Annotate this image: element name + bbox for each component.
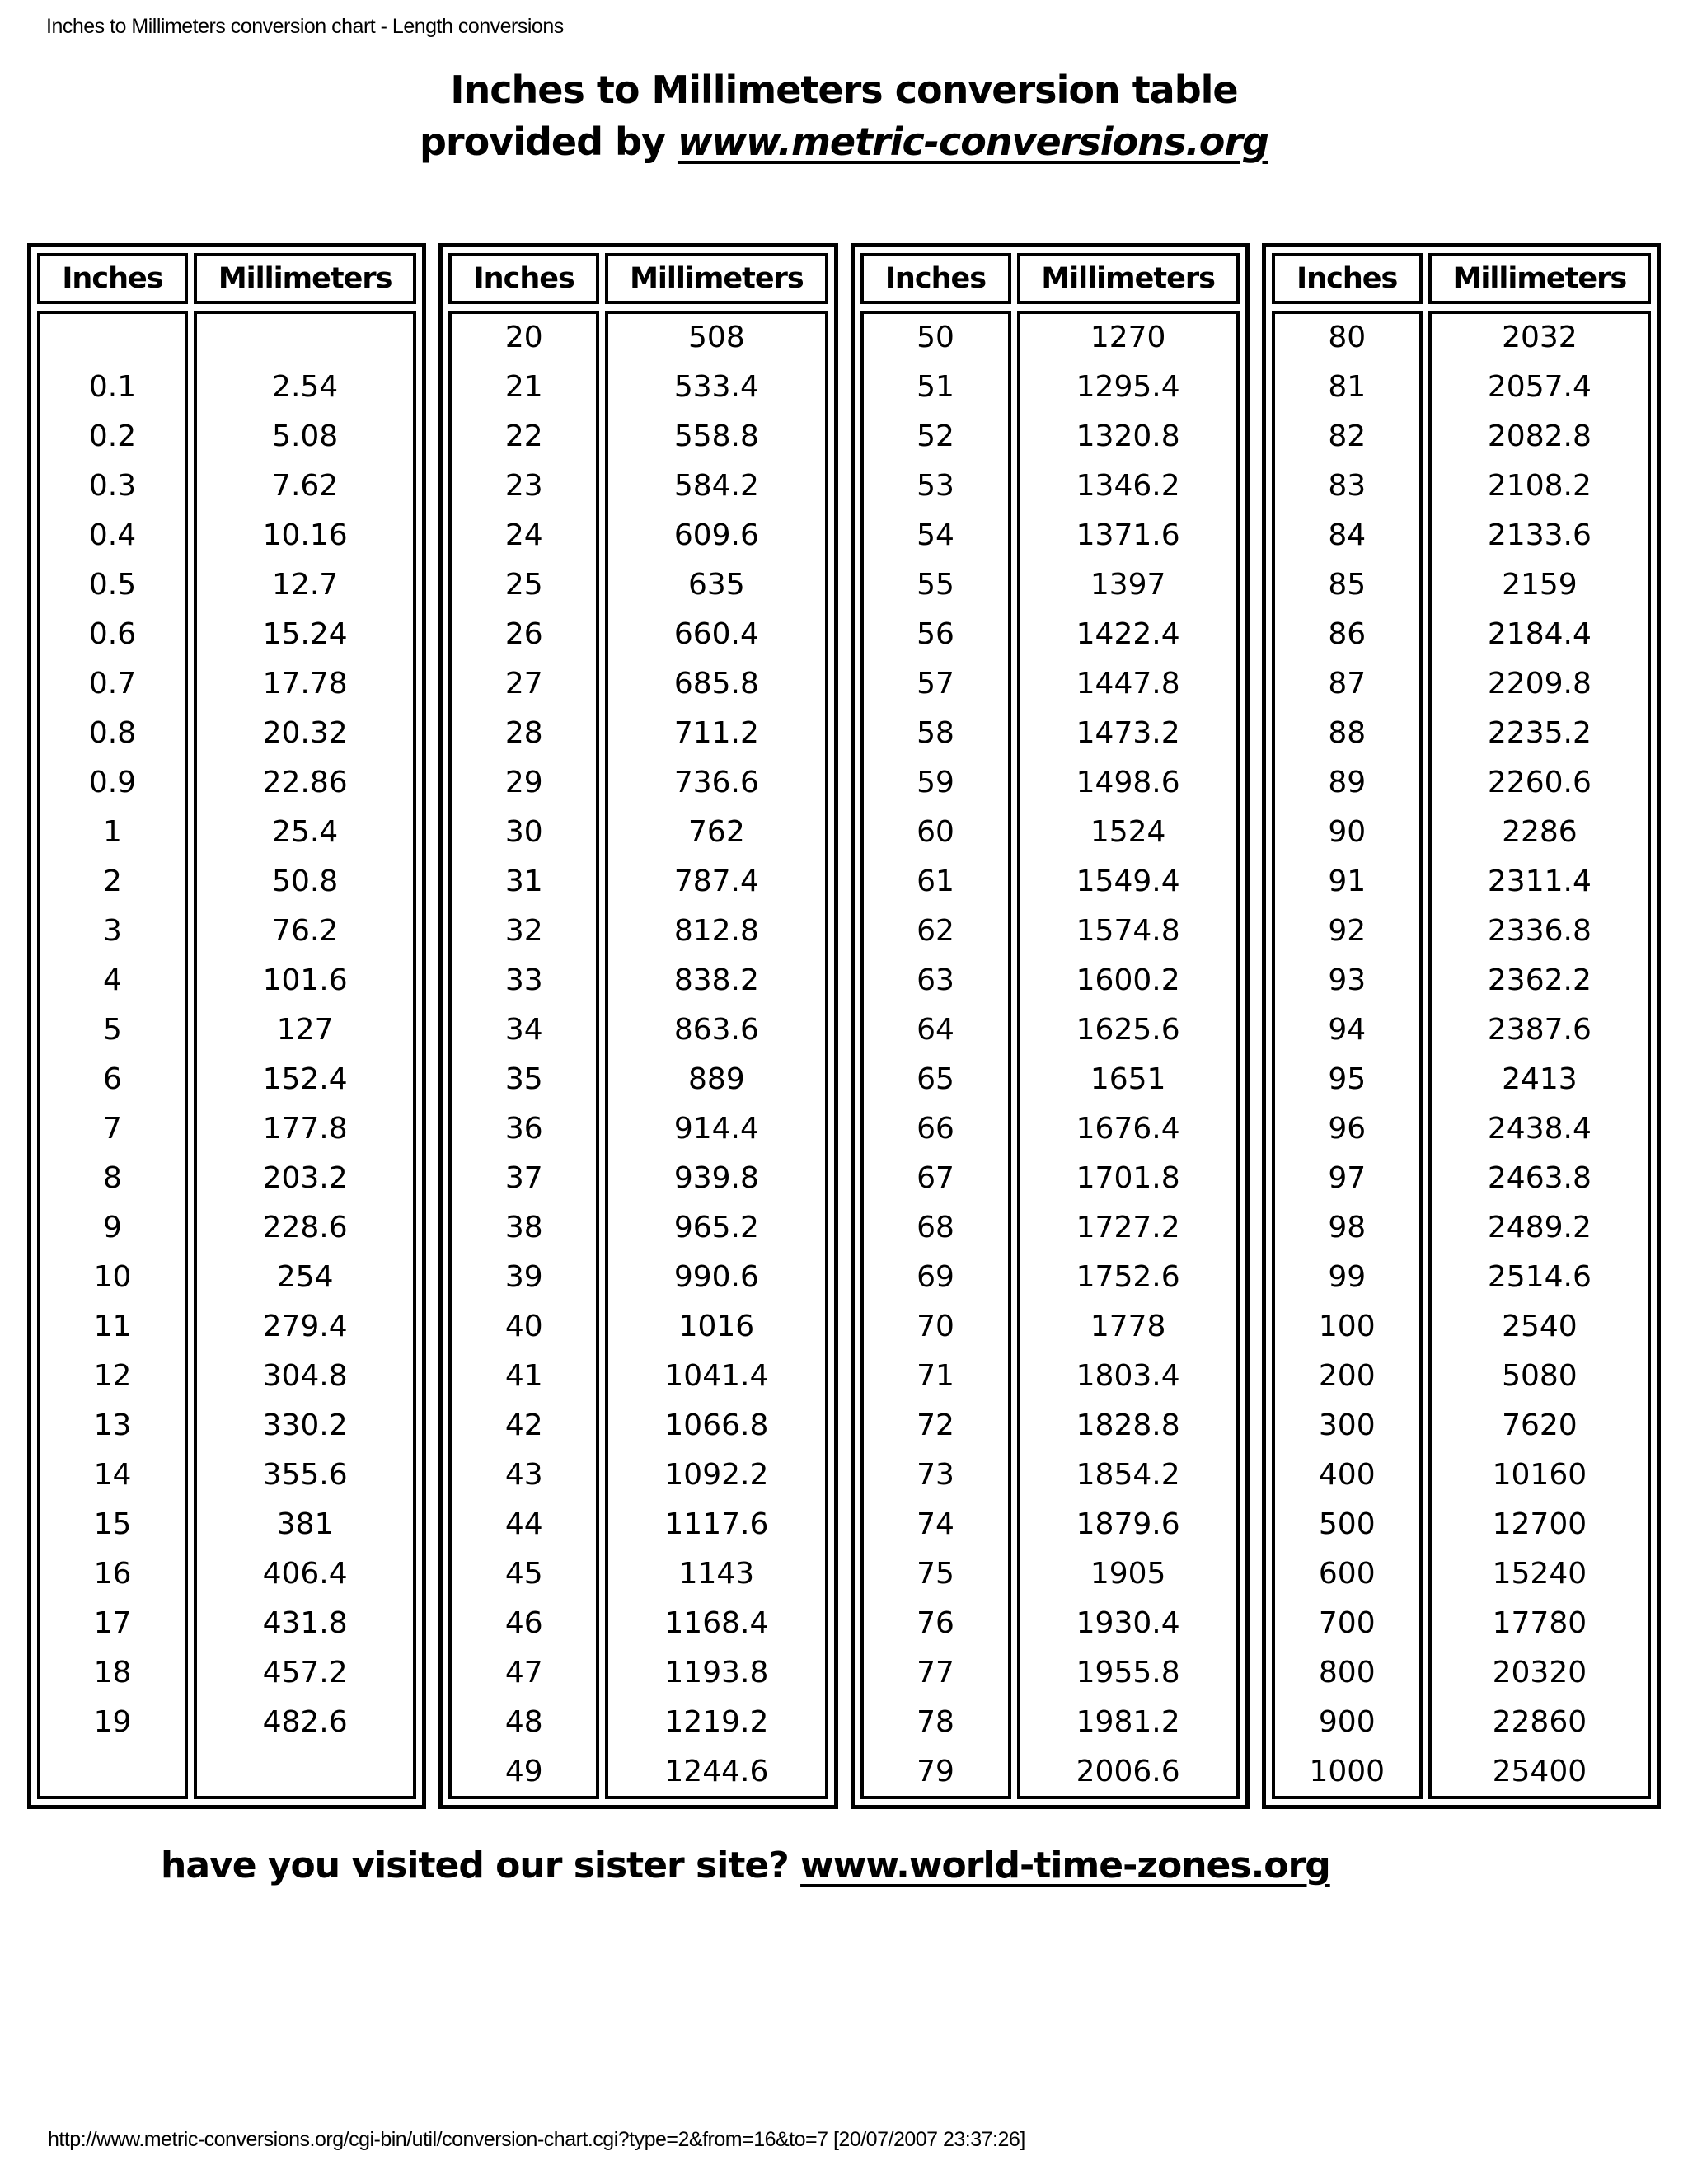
millimeters-value: 20320 (1492, 1656, 1587, 1690)
millimeters-value: 1066.8 (664, 1408, 769, 1442)
millimeters-value: 1092.2 (664, 1458, 769, 1492)
millimeters-value: 101.6 (262, 963, 348, 997)
metric-conversions-link[interactable]: www.metric-conversions.org (677, 120, 1268, 164)
millimeters-column (605, 311, 828, 1799)
millimeters-value: 355.6 (262, 1458, 348, 1492)
inches-value: 94 (1328, 1013, 1367, 1047)
inches-value: 37 (504, 1161, 543, 1195)
inches-value: 52 (917, 419, 954, 453)
inches-value: 56 (917, 617, 954, 651)
millimeters-value: 2057.4 (1487, 370, 1592, 404)
column-header-inches: Inches (448, 253, 599, 304)
millimeters-value: 1346.2 (1076, 469, 1180, 503)
title-line-1: Inches to Millimeters conversion table (450, 68, 1238, 112)
millimeters-value: 533.4 (673, 370, 759, 404)
millimeters-value: 5080 (1502, 1359, 1578, 1393)
millimeters-value: 228.6 (262, 1211, 348, 1244)
millimeters-value: 711.2 (673, 716, 759, 750)
millimeters-value: 17.78 (262, 667, 348, 701)
inches-value: 67 (917, 1161, 954, 1195)
millimeters-value: 2.54 (272, 370, 339, 404)
inches-value: 2 (103, 865, 122, 898)
print-footer-url: http://www.metric-conversions.org/cgi-bin/util/conversion-chart.cgi?type=2&from=16&to=7 [20/07/2007 23:37:26] (48, 2128, 1025, 2151)
conversion-table-group-2 (438, 243, 837, 1809)
millimeters-value: 1041.4 (664, 1359, 769, 1393)
conversion-tables (27, 243, 1661, 1809)
millimeters-value: 1803.4 (1076, 1359, 1180, 1393)
millimeters-value: 2032 (1502, 321, 1578, 354)
inches-value: 80 (1328, 321, 1367, 354)
millimeters-value: 1397 (1090, 568, 1166, 602)
inches-value: 87 (1328, 667, 1367, 701)
inches-value: 8 (103, 1161, 122, 1195)
inches-value: 69 (917, 1260, 954, 1294)
millimeters-value: 863.6 (673, 1013, 759, 1047)
millimeters-value: 5.08 (272, 419, 339, 453)
millimeters-value: 1371.6 (1076, 518, 1180, 552)
inches-value: 50 (917, 321, 954, 354)
inches-column (37, 311, 188, 1799)
millimeters-value: 939.8 (673, 1161, 759, 1195)
inches-value: 60 (917, 815, 954, 849)
inches-value: 54 (917, 518, 954, 552)
inches-value: 38 (504, 1211, 543, 1244)
millimeters-value: 1498.6 (1076, 766, 1180, 799)
millimeters-value: 1447.8 (1076, 667, 1180, 701)
millimeters-value: 15240 (1492, 1557, 1587, 1591)
millimeters-value: 1828.8 (1076, 1408, 1180, 1442)
millimeters-value: 1854.2 (1076, 1458, 1180, 1492)
inches-value: 89 (1328, 766, 1367, 799)
inches-value: 33 (504, 963, 543, 997)
millimeters-value: 2311.4 (1487, 865, 1592, 898)
millimeters-value: 279.4 (262, 1310, 348, 1343)
inches-value: 0.9 (88, 766, 137, 799)
millimeters-value: 1219.2 (664, 1705, 769, 1739)
millimeters-value: 12700 (1492, 1507, 1587, 1541)
inches-value: 0.8 (88, 716, 137, 750)
millimeters-value: 2133.6 (1487, 518, 1592, 552)
inches-value: 66 (917, 1112, 954, 1146)
inches-value: 400 (1318, 1458, 1376, 1492)
inches-value: 15 (93, 1507, 132, 1541)
millimeters-value: 889 (688, 1062, 745, 1096)
millimeters-value: 1143 (678, 1557, 755, 1591)
millimeters-value: 20.32 (262, 716, 348, 750)
millimeters-value: 1727.2 (1076, 1211, 1180, 1244)
inches-value: 34 (504, 1013, 543, 1047)
inches-value: 0.7 (88, 667, 137, 701)
millimeters-value: 127 (276, 1013, 334, 1047)
inches-value: 14 (93, 1458, 132, 1492)
millimeters-value: 2286 (1502, 815, 1578, 849)
millimeters-value: 2159 (1502, 568, 1578, 602)
table-grid (860, 253, 1240, 1799)
millimeters-value: 1422.4 (1076, 617, 1180, 651)
millimeters-value: 152.4 (262, 1062, 348, 1096)
inches-value: 1000 (1309, 1755, 1386, 1788)
inches-value: 97 (1328, 1161, 1367, 1195)
inches-value: 71 (917, 1359, 954, 1393)
sister-site-line (161, 1844, 1330, 1886)
millimeters-value: 10160 (1492, 1458, 1587, 1492)
inches-value: 98 (1328, 1211, 1367, 1244)
millimeters-value: 990.6 (673, 1260, 759, 1294)
millimeters-value: 2489.2 (1487, 1211, 1592, 1244)
millimeters-value: 7.62 (272, 469, 339, 503)
millimeters-value: 1778 (1090, 1310, 1166, 1343)
millimeters-value: 10.16 (262, 518, 348, 552)
inches-value: 31 (504, 865, 543, 898)
inches-value: 10 (93, 1260, 132, 1294)
millimeters-value: 660.4 (673, 617, 759, 651)
inches-value: 32 (504, 914, 543, 948)
inches-value: 62 (917, 914, 954, 948)
inches-value: 20 (504, 321, 543, 354)
inches-value: 4 (103, 963, 122, 997)
inches-value: 72 (917, 1408, 954, 1442)
inches-value: 48 (504, 1705, 543, 1739)
inches-value: 99 (1328, 1260, 1367, 1294)
inches-value: 92 (1328, 914, 1367, 948)
inches-value: 28 (504, 716, 543, 750)
inches-value: 70 (917, 1310, 954, 1343)
inches-column (1272, 311, 1423, 1799)
millimeters-value: 1193.8 (664, 1656, 769, 1690)
millimeters-value: 76.2 (272, 914, 339, 948)
inches-value: 0.4 (88, 518, 137, 552)
millimeters-value: 2514.6 (1487, 1260, 1592, 1294)
inches-value: 27 (504, 667, 543, 701)
inches-column (860, 311, 1011, 1799)
inches-value: 86 (1328, 617, 1367, 651)
inches-value: 600 (1318, 1557, 1376, 1591)
inches-value: 800 (1318, 1656, 1376, 1690)
inches-value: 6 (103, 1062, 122, 1096)
inches-value: 63 (917, 963, 954, 997)
millimeters-value: 1955.8 (1076, 1656, 1180, 1690)
inches-value: 58 (917, 716, 954, 750)
millimeters-value: 1981.2 (1076, 1705, 1180, 1739)
inches-value: 19 (93, 1705, 132, 1739)
inches-value: 84 (1328, 518, 1367, 552)
millimeters-value: 457.2 (262, 1656, 348, 1690)
inches-value: 11 (93, 1310, 132, 1343)
inches-value: 49 (504, 1755, 543, 1788)
millimeters-value: 2336.8 (1487, 914, 1592, 948)
column-header-millimeters: Millimeters (1017, 253, 1240, 304)
millimeters-value: 1524 (1090, 815, 1166, 849)
inches-value: 85 (1328, 568, 1367, 602)
millimeters-value: 203.2 (262, 1161, 348, 1195)
inches-value: 59 (917, 766, 954, 799)
inches-value: 26 (504, 617, 543, 651)
inches-value: 46 (504, 1606, 543, 1640)
millimeters-value: 1016 (678, 1310, 755, 1343)
millimeters-value: 482.6 (262, 1705, 348, 1739)
inches-value: 83 (1328, 469, 1367, 503)
inches-value: 0.3 (88, 469, 137, 503)
millimeters-value: 2082.8 (1487, 419, 1592, 453)
millimeters-value: 2108.2 (1487, 469, 1592, 503)
inches-value: 900 (1318, 1705, 1376, 1739)
millimeters-value: 838.2 (673, 963, 759, 997)
inches-value: 44 (504, 1507, 543, 1541)
world-time-zones-link[interactable]: www.world-time-zones.org (800, 1844, 1330, 1886)
millimeters-value: 1549.4 (1076, 865, 1180, 898)
inches-value: 74 (917, 1507, 954, 1541)
millimeters-value: 1676.4 (1076, 1112, 1180, 1146)
millimeters-value: 1930.4 (1076, 1606, 1180, 1640)
millimeters-value: 2260.6 (1487, 766, 1592, 799)
inches-value: 0.5 (88, 568, 137, 602)
inches-value: 93 (1328, 963, 1367, 997)
inches-value: 3 (103, 914, 122, 948)
column-header-millimeters: Millimeters (1428, 253, 1651, 304)
table-grid (1272, 253, 1651, 1799)
inches-value: 700 (1318, 1606, 1376, 1640)
column-header-millimeters: Millimeters (194, 253, 416, 304)
title-line-2 (0, 116, 1688, 168)
millimeters-value: 812.8 (673, 914, 759, 948)
millimeters-value: 17780 (1492, 1606, 1587, 1640)
inches-value: 23 (504, 469, 543, 503)
millimeters-value: 2540 (1502, 1310, 1578, 1343)
inches-value: 90 (1328, 815, 1367, 849)
inches-value: 91 (1328, 865, 1367, 898)
millimeters-value: 787.4 (673, 865, 759, 898)
inches-value: 57 (917, 667, 954, 701)
millimeters-value: 736.6 (673, 766, 759, 799)
millimeters-value: 2387.6 (1487, 1013, 1592, 1047)
inches-value: 100 (1318, 1310, 1376, 1343)
inches-value: 13 (93, 1408, 132, 1442)
inches-value: 65 (917, 1062, 954, 1096)
inches-value: 1 (103, 815, 122, 849)
millimeters-value: 1320.8 (1076, 419, 1180, 453)
column-header-inches: Inches (37, 253, 188, 304)
inches-value: 77 (917, 1656, 954, 1690)
millimeters-value: 2438.4 (1487, 1112, 1592, 1146)
inches-value: 75 (917, 1557, 954, 1591)
inches-value: 51 (917, 370, 954, 404)
inches-value: 43 (504, 1458, 543, 1492)
inches-value: 61 (917, 865, 954, 898)
millimeters-value: 2463.8 (1487, 1161, 1592, 1195)
inches-value: 47 (504, 1656, 543, 1690)
millimeters-value: 1168.4 (664, 1606, 769, 1640)
print-header-text: Inches to Millimeters conversion chart - Length conversions (46, 15, 564, 38)
inches-value: 18 (93, 1656, 132, 1690)
inches-value: 300 (1318, 1408, 1376, 1442)
column-header-millimeters: Millimeters (605, 253, 828, 304)
conversion-table-group-4 (1262, 243, 1661, 1809)
millimeters-value: 22.86 (262, 766, 348, 799)
inches-value: 21 (504, 370, 543, 404)
millimeters-value: 304.8 (262, 1359, 348, 1393)
inches-value: 0.2 (88, 419, 137, 453)
millimeters-value: 685.8 (673, 667, 759, 701)
millimeters-value: 406.4 (262, 1557, 348, 1591)
millimeters-value: 762 (688, 815, 745, 849)
inches-value: 73 (917, 1458, 954, 1492)
inches-value: 9 (103, 1211, 122, 1244)
millimeters-value: 1905 (1090, 1557, 1166, 1591)
inches-value: 95 (1328, 1062, 1367, 1096)
millimeters-value: 22860 (1492, 1705, 1587, 1739)
inches-value: 7 (103, 1112, 122, 1146)
millimeters-value: 2362.2 (1487, 963, 1592, 997)
inches-value: 68 (917, 1211, 954, 1244)
millimeters-value: 635 (688, 568, 745, 602)
millimeters-value: 1244.6 (664, 1755, 769, 1788)
millimeters-value: 609.6 (673, 518, 759, 552)
inches-value: 53 (917, 469, 954, 503)
conversion-table-group-3 (851, 243, 1250, 1809)
millimeters-value: 254 (276, 1260, 334, 1294)
inches-value: 45 (504, 1557, 543, 1591)
millimeters-value: 1574.8 (1076, 914, 1180, 948)
inches-value: 30 (504, 815, 543, 849)
millimeters-value: 1752.6 (1076, 1260, 1180, 1294)
column-header-inches: Inches (1272, 253, 1423, 304)
inches-value: 29 (504, 766, 543, 799)
millimeters-value: 2209.8 (1487, 667, 1592, 701)
millimeters-column (1017, 311, 1240, 1799)
millimeters-value: 431.8 (262, 1606, 348, 1640)
millimeters-column (1428, 311, 1651, 1799)
inches-value: 42 (504, 1408, 543, 1442)
inches-value: 82 (1328, 419, 1367, 453)
inches-value: 78 (917, 1705, 954, 1739)
millimeters-value: 1701.8 (1076, 1161, 1180, 1195)
inches-value: 16 (93, 1557, 132, 1591)
millimeters-value: 330.2 (262, 1408, 348, 1442)
inches-value: 35 (504, 1062, 543, 1096)
millimeters-column (194, 311, 416, 1799)
inches-value: 40 (504, 1310, 543, 1343)
inches-value: 96 (1328, 1112, 1367, 1146)
millimeters-value: 584.2 (673, 469, 759, 503)
column-header-inches: Inches (860, 253, 1011, 304)
inches-value: 88 (1328, 716, 1367, 750)
millimeters-value: 1625.6 (1076, 1013, 1180, 1047)
inches-value: 36 (504, 1112, 543, 1146)
table-grid (448, 253, 828, 1799)
page-title (0, 64, 1688, 168)
inches-value: 22 (504, 419, 543, 453)
conversion-table-group-1 (27, 243, 426, 1809)
inches-value: 200 (1318, 1359, 1376, 1393)
millimeters-value: 2184.4 (1487, 617, 1592, 651)
millimeters-value: 1295.4 (1076, 370, 1180, 404)
millimeters-value: 25400 (1492, 1755, 1587, 1788)
millimeters-value: 1473.2 (1076, 716, 1180, 750)
millimeters-value: 381 (276, 1507, 334, 1541)
millimeters-value: 1270 (1090, 321, 1166, 354)
title-provided-by-text: provided by (420, 120, 678, 164)
millimeters-value: 1600.2 (1076, 963, 1180, 997)
millimeters-value: 2235.2 (1487, 716, 1592, 750)
millimeters-value: 1879.6 (1076, 1507, 1180, 1541)
inches-value: 17 (93, 1606, 132, 1640)
millimeters-value: 914.4 (673, 1112, 759, 1146)
inches-value: 0.1 (88, 370, 137, 404)
inches-value: 64 (917, 1013, 954, 1047)
millimeters-value: 558.8 (673, 419, 759, 453)
millimeters-value: 965.2 (673, 1211, 759, 1244)
millimeters-value: 177.8 (262, 1112, 348, 1146)
millimeters-value: 508 (688, 321, 745, 354)
inches-value: 81 (1328, 370, 1367, 404)
inches-value: 12 (93, 1359, 132, 1393)
millimeters-value: 1117.6 (664, 1507, 769, 1541)
millimeters-value: 2006.6 (1076, 1755, 1180, 1788)
millimeters-value: 50.8 (272, 865, 339, 898)
inches-value: 500 (1318, 1507, 1376, 1541)
sister-site-question-text: have you visited our sister site? (161, 1844, 801, 1886)
inches-value: 25 (504, 568, 543, 602)
millimeters-value: 2413 (1502, 1062, 1578, 1096)
inches-value: 79 (917, 1755, 954, 1788)
inches-value: 76 (917, 1606, 954, 1640)
millimeters-value: 1651 (1090, 1062, 1166, 1096)
inches-value: 39 (504, 1260, 543, 1294)
inches-column (448, 311, 599, 1799)
table-grid (37, 253, 416, 1799)
inches-value: 5 (103, 1013, 122, 1047)
inches-value: 24 (504, 518, 543, 552)
millimeters-value: 7620 (1502, 1408, 1578, 1442)
millimeters-value: 15.24 (262, 617, 348, 651)
millimeters-value: 25.4 (272, 815, 339, 849)
inches-value: 55 (917, 568, 954, 602)
inches-value: 41 (504, 1359, 543, 1393)
millimeters-value: 12.7 (272, 568, 339, 602)
inches-value: 0.6 (88, 617, 137, 651)
